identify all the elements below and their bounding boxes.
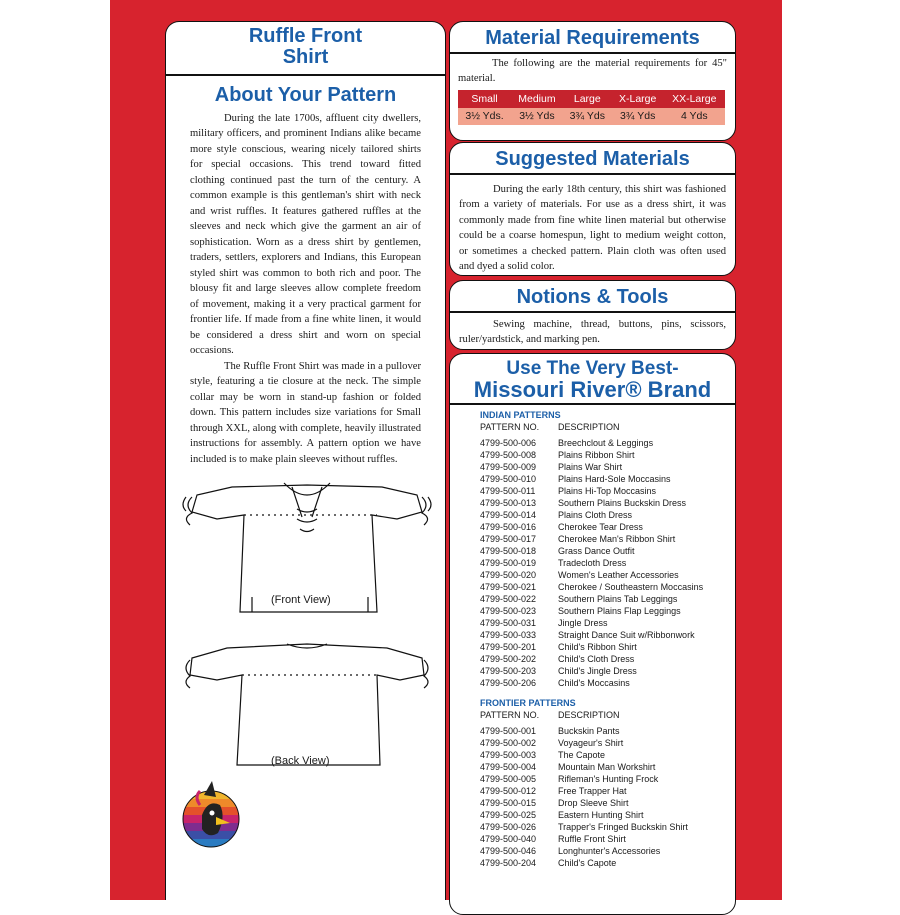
pattern-number: 4799-500-002	[480, 737, 537, 748]
about-paragraph-2: The Ruffle Front Shirt was made in a pullover style, featuring a tie closure at the neck. The simple collar may be worn in stand-up fashion or folded down. This pattern includes size variations for Small through XXL, along with complete, heavily illustrated instructions for assembly. A pattern option we have included is to make plain sleeves without ruffles.	[190, 360, 421, 465]
pattern-description: Cherokee / Southeastern Moccasins	[558, 581, 704, 592]
col-pattern-no: PATTERN NO.	[480, 709, 540, 720]
pattern-description: Plains Ribbon Shirt	[558, 449, 635, 460]
pattern-description: Breechclout & Leggings	[558, 437, 654, 448]
pattern-row	[480, 629, 735, 641]
col-description: DESCRIPTION	[558, 709, 620, 720]
yardage-cell: 3¾ Yds	[563, 108, 612, 125]
pattern-number: 4799-500-040	[480, 833, 537, 844]
pattern-title-line1: Ruffle Front	[248, 25, 363, 47]
pattern-description: Eastern Hunting Shirt	[558, 809, 644, 820]
material-size-row	[458, 90, 725, 108]
left-panel	[165, 21, 446, 900]
pattern-row	[480, 617, 735, 629]
pattern-row	[480, 569, 735, 581]
pattern-number: 4799-500-202	[480, 653, 537, 664]
pattern-description: Plains Cloth Dress	[558, 509, 633, 520]
pattern-number: 4799-500-014	[480, 509, 537, 520]
material-requirements-panel	[449, 21, 736, 141]
pattern-number: 4799-500-025	[480, 809, 537, 820]
pattern-row	[480, 845, 735, 857]
pattern-description: Straight Dance Suit w/Ribbonwork	[558, 629, 695, 640]
brand-heading-line1: Use The Very Best-	[506, 358, 679, 379]
size-cell: Small	[458, 90, 511, 108]
pattern-number: 4799-500-204	[480, 857, 537, 868]
pattern-description: Child's Moccasins	[558, 677, 630, 688]
pattern-number: 4799-500-001	[480, 725, 537, 736]
pattern-row	[480, 485, 735, 497]
pattern-title	[166, 26, 445, 68]
pattern-row	[480, 809, 735, 821]
size-cell: Large	[563, 90, 612, 108]
suggested-text: During the early 18th century, this shirt was fashioned from a variety of materials. For use as a dress shirt, it was commonly made from fine white linen material but otherwise could be a coarse homespun, light to medium weight cotton, or sometimes a checked pattern. Plain cloth was often used and dyed a solid color.	[459, 183, 726, 272]
pattern-number: 4799-500-033	[480, 629, 537, 640]
pattern-row	[480, 797, 735, 809]
material-table	[458, 90, 725, 125]
about-heading: About Your Pattern	[214, 83, 397, 106]
pattern-number: 4799-500-013	[480, 497, 537, 508]
pattern-number: 4799-500-011	[480, 485, 536, 496]
pattern-description: Mountain Man Workshirt	[558, 761, 656, 772]
pattern-number: 4799-500-020	[480, 569, 537, 580]
pattern-description: Southern Plains Buckskin Dress	[558, 497, 687, 508]
col-pattern-no: PATTERN NO.	[480, 421, 540, 432]
pattern-number: 4799-500-009	[480, 461, 537, 472]
pattern-description: Free Trapper Hat	[558, 785, 627, 796]
list-header	[480, 421, 735, 433]
material-yardage-row	[458, 108, 725, 125]
front-view-illustration	[172, 447, 442, 617]
pattern-description: Plains Hi-Top Moccasins	[558, 485, 657, 496]
pattern-number: 4799-500-026	[480, 821, 537, 832]
pattern-number: 4799-500-008	[480, 449, 537, 460]
pattern-description: Southern Plains Flap Leggings	[558, 605, 681, 616]
pattern-description: Child's Capote	[558, 857, 617, 868]
pattern-row	[480, 521, 735, 533]
suggested-heading: Suggested Materials	[495, 148, 690, 170]
brand-logo-icon	[176, 777, 246, 857]
front-view-caption: (Front View)	[271, 594, 331, 606]
pattern-description: Plains War Shirt	[558, 461, 623, 472]
divider	[450, 173, 735, 175]
pattern-row	[480, 509, 735, 521]
pattern-row	[480, 833, 735, 845]
pattern-description: Tradecloth Dress	[558, 557, 627, 568]
pattern-number: 4799-500-021	[480, 581, 537, 592]
size-cell: Medium	[511, 90, 563, 108]
pattern-row	[480, 641, 735, 653]
pattern-row	[480, 449, 735, 461]
about-paragraph-1: During the late 1700s, affluent city dwellers, military officers, and prominent Indians alike became more style conscious, wearing nicely tailored shirts for special occasions. This trend toward fitted clothing continued past the turn of the century. A common example is this gentleman's shirt with neck and wrist ruffles. It features gathered ruffles at the sleeves and neck which give the garment an air of sophistication. Worn as a dress shirt by gentlemen, traders, settlers, explorers and Indians, this European styled shirt was common to both rich and poor. The blousy fit and large sleeves allow complete freedom of movement, making it a very practical garment for frontier life. If made from a fine white linen, it would be considered a dress shirt and worn on special occasions.	[190, 112, 421, 356]
pattern-title-line2: Shirt	[282, 46, 329, 68]
notions-tools-panel	[449, 280, 736, 350]
pattern-number: 4799-500-017	[480, 533, 537, 544]
pattern-description: Ruffle Front Shirt	[558, 833, 626, 844]
divider	[450, 403, 735, 405]
pattern-description: Drop Sleeve Shirt	[558, 797, 629, 808]
pattern-row	[480, 761, 735, 773]
pattern-row	[480, 785, 735, 797]
pattern-row	[480, 605, 735, 617]
notions-text: Sewing machine, thread, buttons, pins, scissors, ruler/yardstick, and marking pen.	[459, 318, 726, 345]
list-header	[480, 709, 735, 721]
pattern-row	[480, 473, 735, 485]
pattern-description: Grass Dance Outfit	[558, 545, 635, 556]
pattern-row	[480, 653, 735, 665]
back-view-illustration	[172, 620, 442, 770]
material-heading: Material Requirements	[485, 27, 700, 49]
divider	[450, 311, 735, 313]
pattern-number: 4799-500-203	[480, 665, 537, 676]
pattern-description: Plains Hard-Sole Moccasins	[558, 473, 671, 484]
pattern-number: 4799-500-019	[480, 557, 537, 568]
pattern-row	[480, 497, 735, 509]
back-view-caption: (Back View)	[271, 755, 330, 767]
size-cell: X-Large	[612, 90, 664, 108]
pattern-row	[480, 737, 735, 749]
pattern-number: 4799-500-010	[480, 473, 537, 484]
pattern-description: Cherokee Man's Ribbon Shirt	[558, 533, 676, 544]
pattern-row	[480, 677, 735, 689]
pattern-number: 4799-500-015	[480, 797, 537, 808]
size-cell: XX-Large	[664, 90, 725, 108]
pattern-description: Child's Ribbon Shirt	[558, 641, 637, 652]
pattern-number: 4799-500-031	[480, 617, 537, 628]
pattern-row	[480, 725, 735, 737]
pattern-description: Women's Leather Accessories	[558, 569, 679, 580]
notions-heading: Notions & Tools	[516, 286, 669, 308]
pattern-number: 4799-500-201	[480, 641, 537, 652]
indian-patterns-title: INDIAN PATTERNS	[480, 409, 561, 420]
col-description: DESCRIPTION	[558, 421, 620, 432]
pattern-row	[480, 749, 735, 761]
pattern-number: 4799-500-022	[480, 593, 537, 604]
pattern-number: 4799-500-012	[480, 785, 537, 796]
divider	[166, 74, 445, 76]
yardage-cell: 4 Yds	[664, 108, 725, 125]
pattern-row	[480, 857, 735, 869]
pattern-row	[480, 533, 735, 545]
pattern-description: Trapper's Fringed Buckskin Shirt	[558, 821, 688, 832]
pattern-description: Child's Cloth Dress	[558, 653, 635, 664]
yardage-cell: 3¾ Yds	[612, 108, 664, 125]
brand-heading-line2: Missouri River® Brand	[473, 377, 712, 402]
divider	[450, 52, 735, 54]
pattern-number: 4799-500-206	[480, 677, 537, 688]
pattern-row	[480, 593, 735, 605]
suggested-materials-panel	[449, 142, 736, 276]
pattern-number: 4799-500-006	[480, 437, 537, 448]
pattern-description: Jingle Dress	[558, 617, 608, 628]
pattern-row	[480, 821, 735, 833]
pattern-description: The Capote	[558, 749, 606, 760]
pattern-row	[480, 545, 735, 557]
frontier-patterns-title: FRONTIER PATTERNS	[480, 697, 576, 708]
pattern-number: 4799-500-023	[480, 605, 537, 616]
pattern-row	[480, 581, 735, 593]
pattern-row	[480, 461, 735, 473]
yardage-cell: 3½ Yds	[511, 108, 563, 125]
pattern-description: Voyageur's Shirt	[558, 737, 624, 748]
pattern-description: Buckskin Pants	[558, 725, 620, 736]
material-intro: The following are the material requirements for 45" material.	[458, 57, 727, 84]
pattern-number: 4799-500-046	[480, 845, 537, 856]
pattern-row	[480, 773, 735, 785]
pattern-number: 4799-500-004	[480, 761, 537, 772]
pattern-row	[480, 665, 735, 677]
pattern-number: 4799-500-016	[480, 521, 537, 532]
pattern-number: 4799-500-018	[480, 545, 537, 556]
yardage-cell: 3½ Yds.	[458, 108, 511, 125]
pattern-number: 4799-500-005	[480, 773, 537, 784]
pattern-number: 4799-500-003	[480, 749, 537, 760]
pattern-description: Rifleman's Hunting Frock	[558, 773, 659, 784]
pattern-description: Longhunter's Accessories	[558, 845, 661, 856]
pattern-catalog-panel	[449, 353, 736, 915]
pattern-row	[480, 557, 735, 569]
pattern-row	[480, 437, 735, 449]
pattern-description: Cherokee Tear Dress	[558, 521, 643, 532]
pattern-description: Southern Plains Tab Leggings	[558, 593, 678, 604]
frontier-patterns-list	[450, 697, 735, 869]
pattern-description: Child's Jingle Dress	[558, 665, 637, 676]
indian-patterns-list	[450, 409, 735, 689]
